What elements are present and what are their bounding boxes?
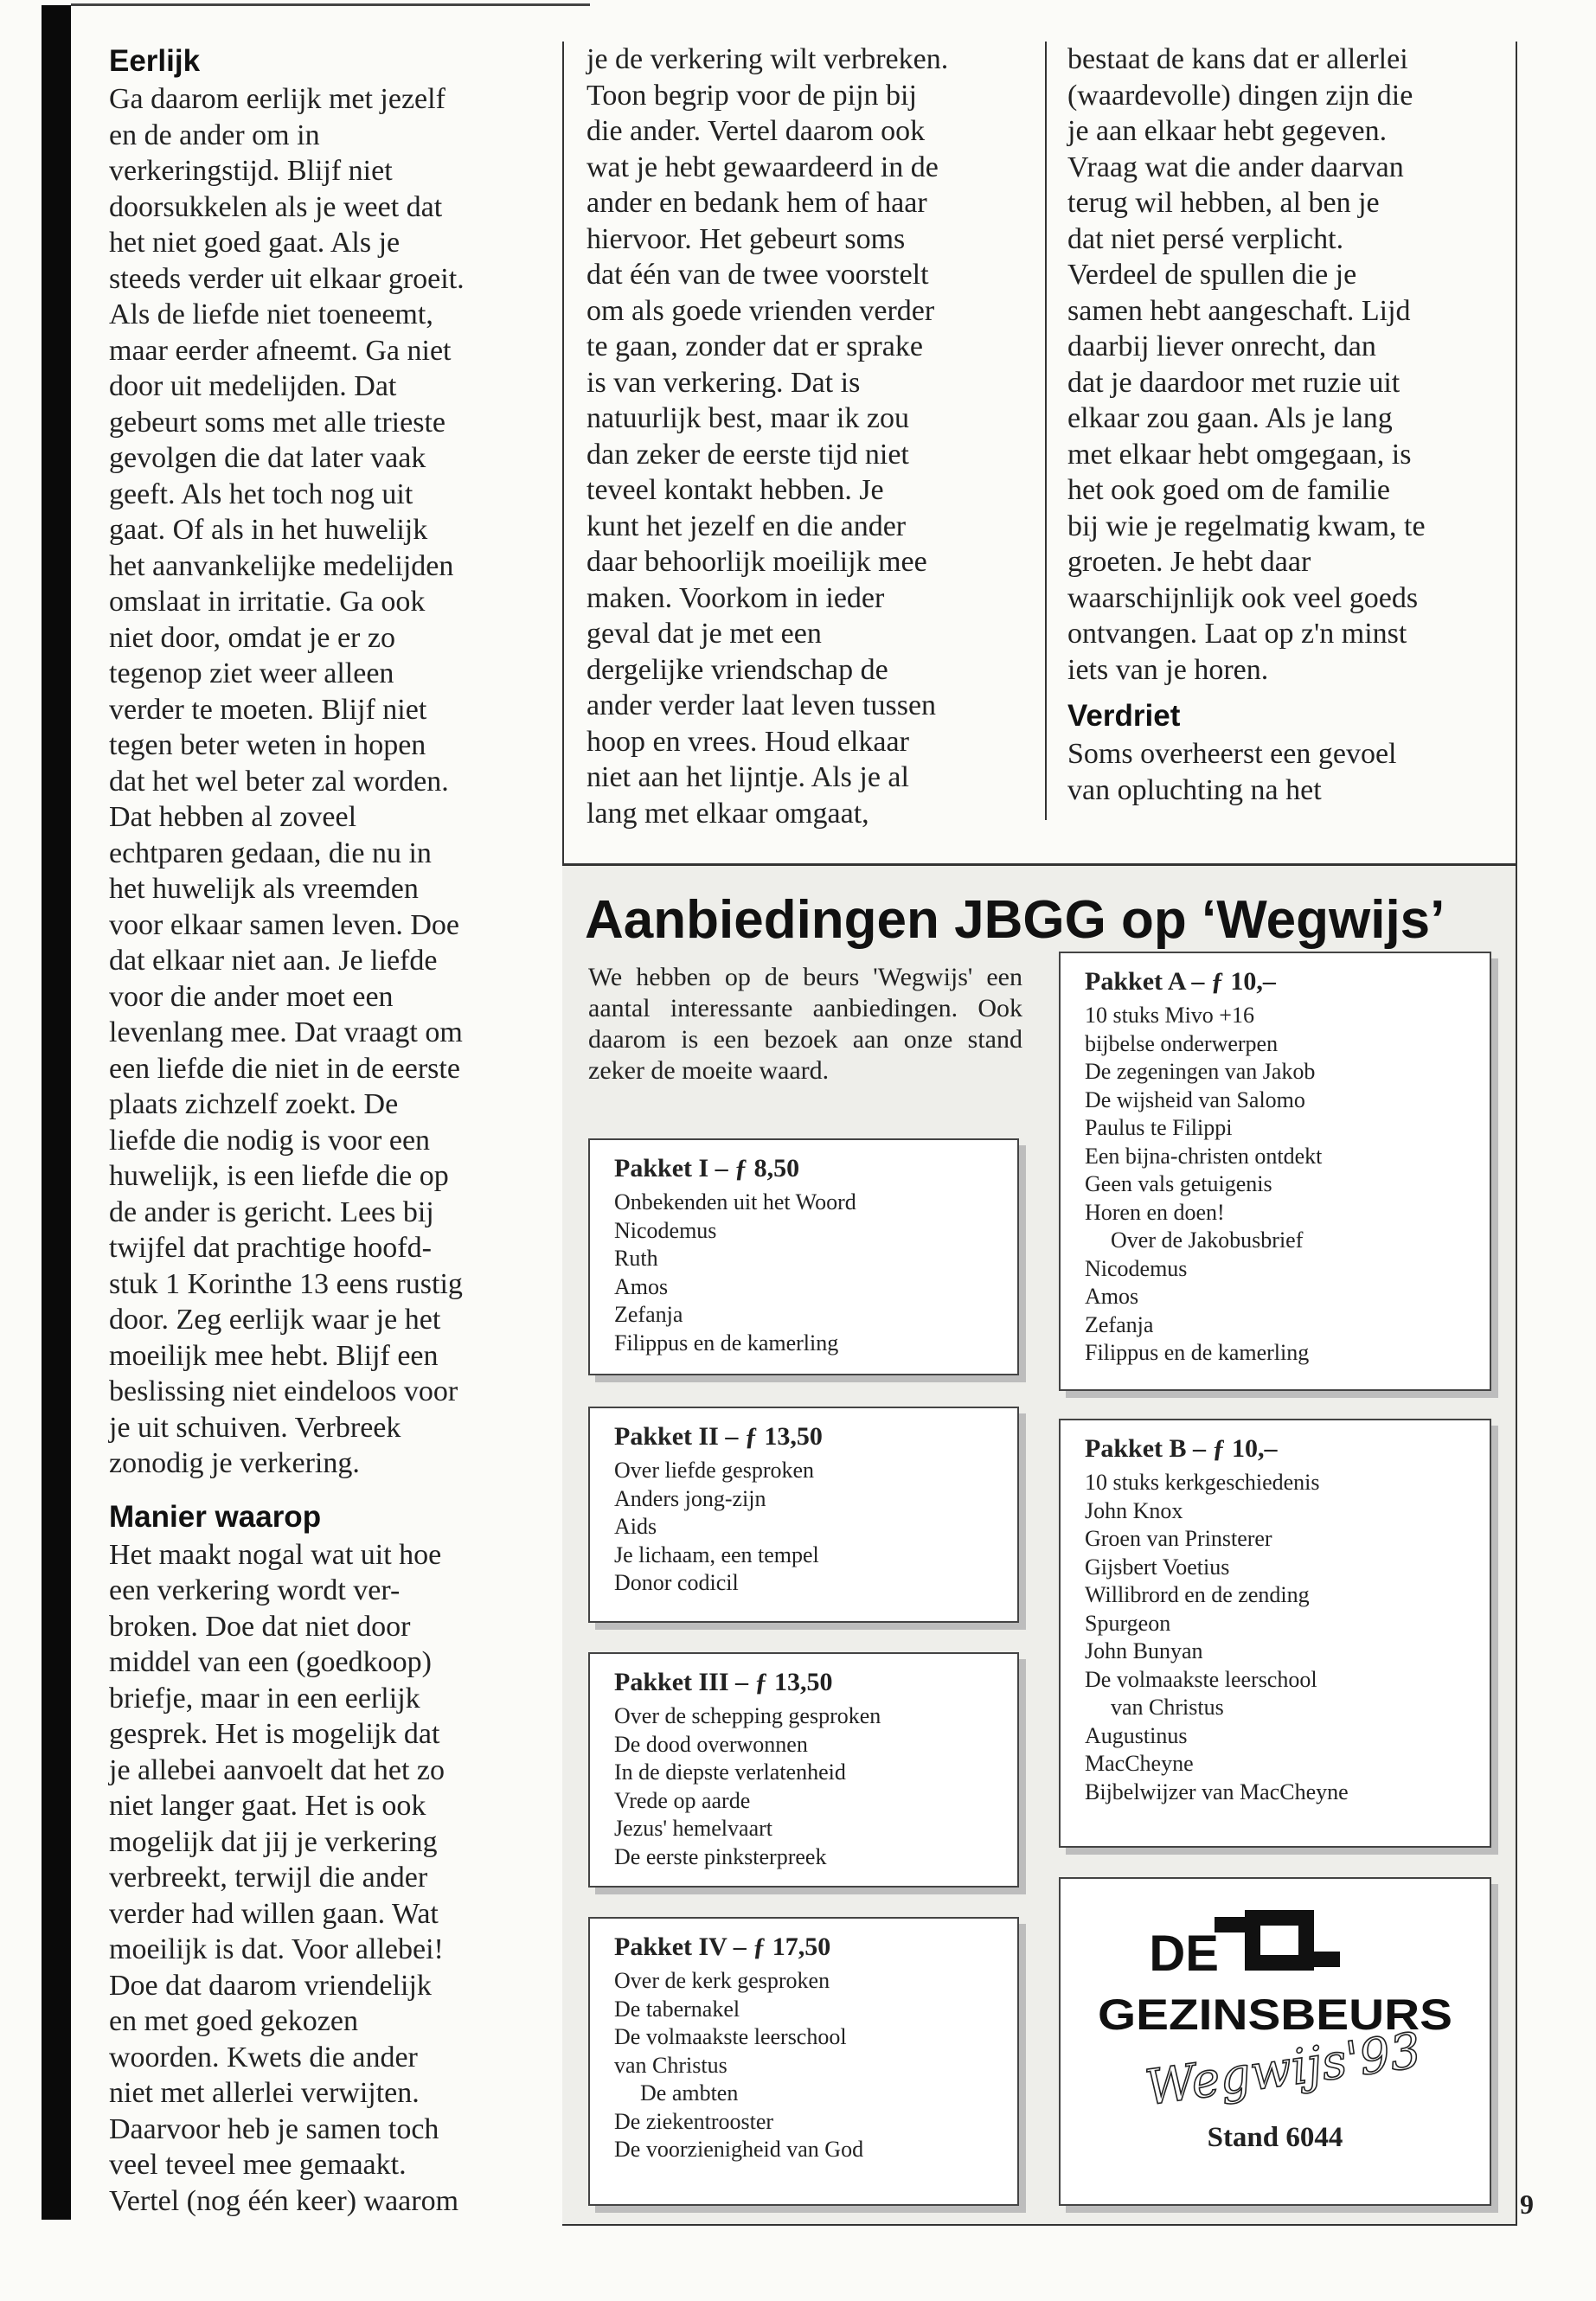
gezinsbeurs-logo-box [1059,1877,1491,2206]
text-line: hiervoor. Het gebeurt soms [586,222,906,255]
text-line: doorsukkelen als je weet dat [109,190,443,223]
list-item: Spurgeon [1085,1610,1171,1636]
list-item: Amos [614,1273,669,1299]
text-line: groeten. Je hebt daar [1067,546,1311,578]
text-line: teveel kontakt hebben. Je [586,474,884,506]
text-line: middel van een (goedkoop) [109,1646,432,1678]
list-item: Over de schepping gesproken [614,1703,881,1728]
list-item: John Knox [1085,1497,1183,1523]
text-line: voor die ander moet een [109,980,394,1013]
pakket-1-title: Pakket I – ƒ 8,50 [614,1154,800,1183]
text-line: broken. Doe dat niet door [109,1610,411,1643]
column-3-text-part-2 [1067,736,1509,808]
pakket-4-list [614,1967,993,2164]
text-line: van opluchting na het [1067,773,1322,806]
text-line: maken. Voorkom in ieder [586,581,885,614]
column-2 [586,42,1036,831]
list-item: Nicodemus [614,1217,717,1243]
text-line: stuk 1 Korinthe 13 eens rustig [109,1267,463,1300]
text-line: moeilijk is dat. Voor allebei! [109,1933,444,1965]
list-item: Filippus en de kamerling [614,1330,839,1356]
text-line: om als goede vrienden verder [586,294,935,327]
column-divider-2 [1045,42,1047,820]
text-line: Vraag wat die ander daarvan [1067,151,1404,183]
text-line: Doe dat daarom vriendelijk [109,1969,432,2002]
logo-gezinsbeurs-text: GEZINSBEURS [1098,1990,1452,2039]
text-line: Ga daarom eerlijk met jezelf [109,83,445,115]
text-line: dan zeker de eerste tijd niet [586,438,909,471]
list-item: Geen vals getuigenis [1085,1171,1272,1196]
pakket-b-list [1085,1469,1465,1806]
text-line: Soms overheerst een gevoel [1067,738,1397,770]
list-item: De voorzienigheid van God [614,2137,864,2162]
text-line: dat één van de twee voorstelt [586,259,929,291]
column-1-text-part-1 [109,81,542,1482]
list-item: Jezus' hemelvaart [614,1816,772,1841]
pakket-2-list [614,1457,993,1598]
list-item: Onbekenden uit het Woord [614,1189,856,1215]
stand-number: Stand 6044 [1207,2122,1343,2153]
text-line: ontvangen. Laat op z'n minst [1067,618,1407,650]
column-2-text [586,42,1036,831]
list-item: In de diepste verlatenheid [614,1759,846,1785]
text-line: briefje, maar in een eerlijk [109,1682,420,1715]
list-item: De dood overwonnen [614,1731,808,1757]
ad-intro: We hebben op de beurs 'Wegwijs' een aantal interessante aanbiedingen. Ook daarom is een bezoek aan onze stand zeker de moeite waard. [588,963,1022,1085]
text-line: twijfel dat prachtige hoofd- [109,1232,432,1264]
text-line: mogelijk dat jij je verkering [109,1825,438,1858]
heading-eerlijk: Eerlijk [109,44,201,78]
column-3 [1067,42,1509,808]
text-line: verder had willen gaan. Wat [109,1897,439,1930]
text-line: een verkering wordt ver- [109,1574,401,1606]
text-line: moeilijk mee hebt. Blijf een [109,1339,439,1372]
list-item: Ruth [614,1246,658,1271]
top-rule [71,3,590,6]
list-item: Willibrord en de zending [1085,1582,1310,1607]
text-line: zonodig je verkering. [109,1447,360,1479]
text-line: natuurlijk best, maar ik zou [586,402,909,434]
list-item: bijbelse onderwerpen [1085,1030,1279,1056]
text-line: door uit medelijden. Dat [109,370,397,402]
text-line: die ander. Vertel daarom ook [586,115,926,147]
text-line: niet door, omdat je er zo [109,621,395,654]
list-item: Over de Jakobusbrief [1111,1227,1304,1253]
text-line: iets van je horen. [1067,653,1269,686]
text-line: je de verkering wilt verbreken. [586,43,949,75]
text-line: liefde die nodig is voor een [109,1124,431,1157]
text-line: het aanvankelijke medelijden [109,549,454,582]
text-line: Het maakt nogal wat uit hoe [109,1538,442,1571]
text-line: echtparen gedaan, die nu in [109,836,432,869]
list-item: van Christus [1111,1695,1224,1720]
pakket-2-box [588,1407,1019,1623]
list-item: Zefanja [614,1302,683,1327]
text-line: beslissing niet eindeloos voor [109,1375,458,1407]
text-line: je aan elkaar hebt gegeven. [1067,115,1388,147]
text-line: hoop en vrees. Houd elkaar [586,725,909,758]
text-line: verder te moeten. Blijf niet [109,693,427,726]
pakket-1-box [588,1138,1019,1375]
text-line: een liefde die niet in de eerste [109,1052,460,1085]
text-line: het huwelijk als vreemden [109,873,419,905]
text-line: Toon begrip voor de pijn bij [586,79,917,112]
logo-mark-icon [1215,1910,1340,1971]
list-item: Filippus en de kamerling [1085,1340,1310,1365]
text-line: veel teveel mee gemaakt. [109,2149,407,2181]
list-item: Vrede op aarde [614,1787,751,1813]
text-line: je uit schuiven. Verbreek [109,1411,401,1444]
text-line: kunt het jezelf en die ander [586,510,907,542]
text-line: met elkaar hebt omgegaan, is [1067,438,1412,471]
list-item: MacCheyne [1085,1751,1194,1776]
text-line: levenlang mee. Dat vraagt om [109,1016,463,1048]
list-item: Horen en doen! [1085,1199,1225,1225]
right-border [1516,42,1517,863]
text-line: woorden. Kwets die ander [109,2041,418,2073]
pakket-3-list [614,1702,993,1871]
text-line: elkaar zou gaan. Als je lang [1067,402,1393,434]
text-line: niet met allerlei verwijten. [109,2077,420,2109]
heading-manier-waarop: Manier waarop [109,1499,322,1534]
pakket-4-title: Pakket IV – ƒ 17,50 [614,1932,831,1961]
list-item: van Christus [614,2052,727,2078]
list-item: Over liefde gesproken [614,1458,815,1483]
list-item: De eerste pinksterpreek [614,1843,827,1869]
logo-de-text: DE [1149,1926,1219,1982]
list-item: De ambten [640,2080,739,2106]
text-line: Vertel (nog één keer) waarom [109,2184,459,2217]
text-line: dat elkaar niet aan. Je liefde [109,945,438,977]
text-line: te gaan, zonder dat er sprake [586,330,923,362]
text-line: bestaat de kans dat er allerlei [1067,43,1408,75]
text-line: Verdeel de spullen die je [1067,259,1357,291]
list-item: De zegeningen van Jakob [1085,1059,1316,1084]
logo-wegwijs-script: Wegwijs'93 [1142,2022,1425,2107]
pakket-b-box [1059,1419,1491,1848]
page-number: 9 [1520,2189,1534,2220]
text-line: is van verkering. Dat is [586,366,861,399]
text-line: je allebei aanvoelt dat het zo [109,1753,445,1786]
list-item: De ziekentrooster [614,2108,774,2134]
pakket-3-box [588,1652,1019,1888]
list-item: Nicodemus [1085,1255,1188,1281]
text-line: de ander is gericht. Lees bij [109,1195,434,1228]
text-line: dat het wel beter zal worden. [109,765,449,798]
text-line: tegen beter weten in hopen [109,729,426,761]
pakket-1-list [614,1189,993,1357]
column-1 [109,42,542,2219]
text-line: door. Zeg eerlijk waar je het [109,1304,441,1336]
text-line: huwelijk, is een liefde die op [109,1160,449,1192]
list-item: Bijbelwijzer van MacCheyne [1085,1779,1349,1804]
ad-title: Aanbiedingen JBGG op ‘Wegwijs’ [585,890,1445,950]
list-item: De volmaakste leerschool [1085,1666,1317,1692]
text-line: steeds verder uit elkaar groeit. [109,262,465,295]
list-item: De tabernakel [614,1996,740,2022]
list-item: Augustinus [1085,1722,1188,1748]
list-item: Donor codicil [614,1570,739,1595]
text-line: het ook goed om de familie [1067,474,1390,506]
gezinsbeurs-logo [1085,1891,1465,2107]
list-item: Amos [1085,1284,1139,1309]
text-line: bij wie je regelmatig kwam, te [1067,510,1426,542]
text-line: terug wil hebben, al ben je [1067,187,1380,219]
list-item: John Bunyan [1085,1638,1203,1663]
list-item: 10 stuks Mivo +16 [1085,1003,1254,1028]
text-line: daar behoorlijk moeilijk mee [586,546,927,578]
pakket-a-box [1059,952,1491,1391]
heading-verdriet: Verdriet [1067,699,1181,733]
text-line: waarschijnlijk ook veel goeds [1067,581,1419,614]
text-line: gevolgen die dat later vaak [109,442,426,474]
text-line: geval dat je met een [586,618,822,650]
list-item: Paulus te Filippi [1085,1115,1233,1140]
pakket-a-title: Pakket A – ƒ 10,– [1085,967,1276,996]
pakket-2-title: Pakket II – ƒ 13,50 [614,1422,823,1451]
text-line: ander en bedank hem of haar [586,187,927,219]
text-line: niet aan het lijntje. Als je al [586,761,909,793]
text-line: dergelijke vriendschap de [586,653,888,686]
text-line: Dat hebben al zoveel [109,801,357,833]
list-item: Je lichaam, een tempel [614,1541,819,1567]
column-1-text-part-2 [109,1537,542,2220]
text-line: niet langer gaat. Het is ook [109,1790,426,1822]
column-3-text-part-1 [1067,42,1509,688]
pakket-4-box [588,1917,1019,2206]
text-line: het niet goed gaat. Als je [109,227,401,259]
text-line: (waardevolle) dingen zijn die [1067,79,1413,112]
list-item: De wijsheid van Salomo [1085,1086,1305,1112]
text-line: gesprek. Het is mogelijk dat [109,1718,440,1750]
list-item: Anders jong-zijn [614,1485,766,1511]
list-item: Over de kerk gesproken [614,1968,830,1993]
text-line: verkeringstijd. Blijf niet [109,155,393,187]
text-line: en met goed gekozen [109,2005,358,2037]
text-line: gaat. Of als in het huwelijk [109,514,428,546]
pakket-a-list [1085,1002,1465,1368]
text-line: samen hebt aangeschaft. Lijd [1067,294,1411,327]
pakket-b-title: Pakket B – ƒ 10,– [1085,1434,1278,1463]
text-line: geeft. Als het toch nog uit [109,478,413,510]
text-line: tegenop ziet weer alleen [109,657,394,689]
text-line: maar eerder afneemt. Ga niet [109,334,452,367]
text-line: verbreekt, terwijl die ander [109,1862,428,1894]
text-line: plaats zichzelf zoekt. De [109,1088,399,1120]
text-line: daarbij liever onrecht, dan [1067,330,1376,362]
list-item: De volmaakste leerschool [614,2024,847,2049]
text-line: Daarvoor heb je samen toch [109,2112,439,2145]
pakket-3-title: Pakket III – ƒ 13,50 [614,1668,833,1696]
list-item: 10 stuks kerkgeschiedenis [1085,1470,1320,1495]
text-line: wat je hebt gewaardeerd in de [586,151,939,183]
text-line: dat niet persé verplicht. [1067,222,1344,255]
text-line: omslaat in irritatie. Ga ook [109,586,426,618]
list-item: Zefanja [1085,1311,1154,1337]
list-item: Een bijna-christen ontdekt [1085,1143,1323,1169]
text-line: voor elkaar samen leven. Doe [109,908,459,941]
text-line: ander verder laat leven tussen [586,689,937,721]
page-edge-tab [42,5,71,2220]
list-item: Aids [614,1514,657,1539]
text-line: Als de liefde niet toeneemt, [109,298,433,330]
list-item: Groen van Prinsterer [1085,1526,1272,1551]
text-line: dat je daardoor met ruzie uit [1067,366,1401,399]
text-line: lang met elkaar omgaat, [586,797,869,830]
text-line: gebeurt soms met alle trieste [109,406,445,439]
list-item: Gijsbert Voetius [1085,1554,1230,1580]
text-line: en de ander om in [109,119,320,151]
